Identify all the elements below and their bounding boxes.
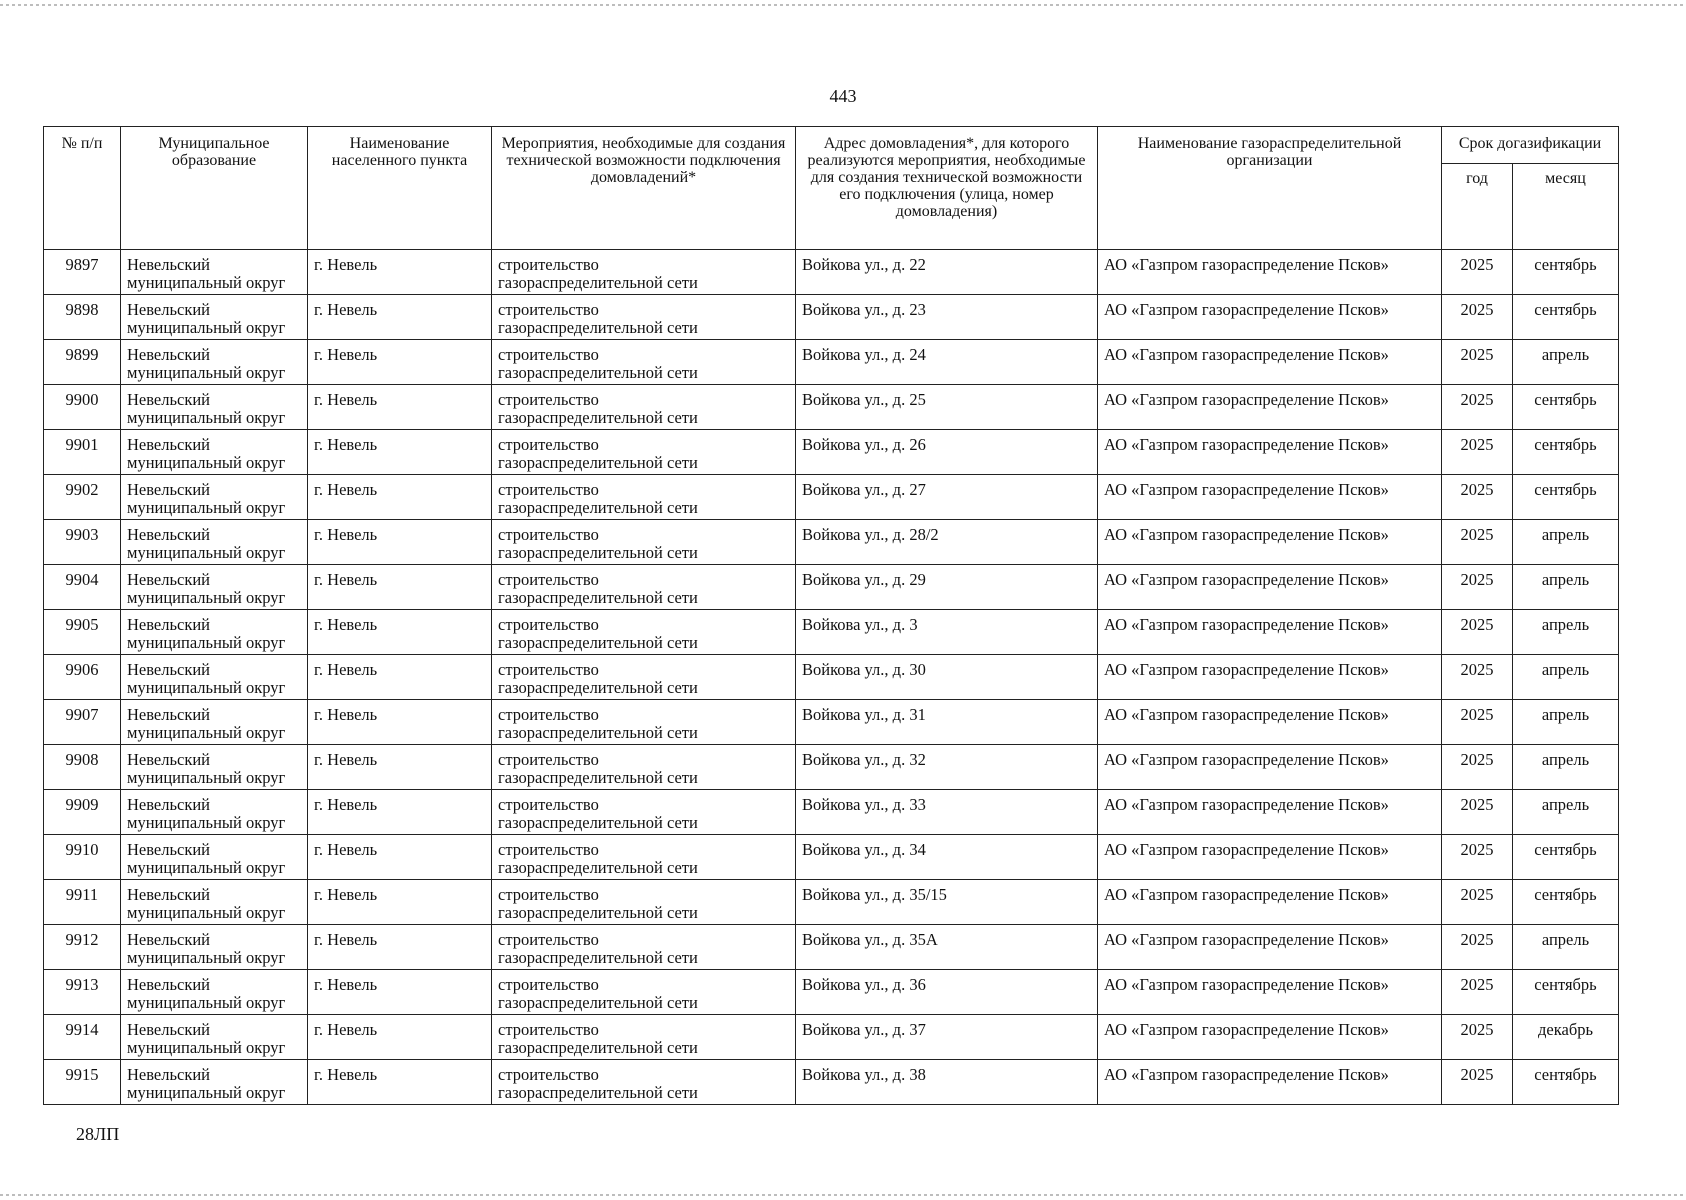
cell-municipality (121, 1060, 308, 1105)
municipality-line-2: муниципальный округ (127, 453, 286, 472)
table-row (44, 250, 1619, 295)
municipality-line-1: Невельский (127, 390, 211, 409)
cell-organization: АО «Газпром газораспределение Псков» (1098, 970, 1442, 1015)
cell-settlement: г. Невель (308, 340, 492, 385)
cell-month: сентябрь (1513, 385, 1619, 430)
cell-month: апрель (1513, 340, 1619, 385)
table-row (44, 295, 1619, 340)
municipality-line-1: Невельский (127, 435, 211, 454)
cell-address: Войкова ул., д. 35/15 (796, 880, 1098, 925)
cell-year: 2025 (1442, 295, 1513, 340)
cell-number: 9897 (44, 250, 121, 295)
municipality-line-1: Невельский (127, 930, 211, 949)
cell-year: 2025 (1442, 610, 1513, 655)
cell-month: апрель (1513, 565, 1619, 610)
activity-line-2: газораспределительной сети (498, 1083, 698, 1102)
cell-address: Войкова ул., д. 3 (796, 610, 1098, 655)
table-row (44, 520, 1619, 565)
header-month: месяц (1513, 164, 1619, 250)
cell-address: Войкова ул., д. 27 (796, 475, 1098, 520)
cell-number: 9900 (44, 385, 121, 430)
cell-year: 2025 (1442, 475, 1513, 520)
cell-organization: АО «Газпром газораспределение Псков» (1098, 385, 1442, 430)
cell-activity (492, 295, 796, 340)
activity-line-2: газораспределительной сети (498, 588, 698, 607)
cell-municipality (121, 970, 308, 1015)
cell-number: 9899 (44, 340, 121, 385)
municipality-line-1: Невельский (127, 480, 211, 499)
cell-activity (492, 880, 796, 925)
activity-line-1: строительство (498, 705, 599, 724)
cell-activity (492, 745, 796, 790)
activity-line-2: газораспределительной сети (498, 543, 698, 562)
municipality-line-1: Невельский (127, 660, 211, 679)
municipality-line-1: Невельский (127, 975, 211, 994)
activity-line-2: газораспределительной сети (498, 813, 698, 832)
scan-edge-bottom (0, 1194, 1686, 1196)
cell-municipality (121, 610, 308, 655)
cell-month: сентябрь (1513, 250, 1619, 295)
cell-year: 2025 (1442, 1015, 1513, 1060)
table-row (44, 655, 1619, 700)
cell-year: 2025 (1442, 790, 1513, 835)
cell-settlement: г. Невель (308, 610, 492, 655)
cell-settlement: г. Невель (308, 250, 492, 295)
cell-organization: АО «Газпром газораспределение Псков» (1098, 790, 1442, 835)
municipality-line-2: муниципальный округ (127, 768, 286, 787)
cell-month: сентябрь (1513, 475, 1619, 520)
cell-address: Войкова ул., д. 30 (796, 655, 1098, 700)
cell-month: апрель (1513, 745, 1619, 790)
activity-line-1: строительство (498, 525, 599, 544)
activity-line-1: строительство (498, 435, 599, 454)
activity-line-2: газораспределительной сети (498, 723, 698, 742)
cell-number: 9913 (44, 970, 121, 1015)
table-row (44, 700, 1619, 745)
activity-line-1: строительство (498, 1020, 599, 1039)
cell-number: 9907 (44, 700, 121, 745)
activity-line-1: строительство (498, 1065, 599, 1084)
cell-address: Войкова ул., д. 24 (796, 340, 1098, 385)
table-row (44, 925, 1619, 970)
cell-organization: АО «Газпром газораспределение Псков» (1098, 520, 1442, 565)
municipality-line-1: Невельский (127, 525, 211, 544)
municipality-line-2: муниципальный округ (127, 1038, 286, 1057)
cell-activity (492, 565, 796, 610)
cell-address: Войкова ул., д. 38 (796, 1060, 1098, 1105)
municipality-line-2: муниципальный округ (127, 318, 286, 337)
cell-year: 2025 (1442, 250, 1513, 295)
cell-number: 9915 (44, 1060, 121, 1105)
table-row (44, 430, 1619, 475)
header-municipality: Муниципальное образование (121, 127, 308, 250)
activity-line-2: газораспределительной сети (498, 903, 698, 922)
activity-line-1: строительство (498, 255, 599, 274)
activity-line-1: строительство (498, 795, 599, 814)
cell-settlement: г. Невель (308, 655, 492, 700)
activity-line-1: строительство (498, 570, 599, 589)
cell-organization: АО «Газпром газораспределение Псков» (1098, 835, 1442, 880)
cell-activity (492, 790, 796, 835)
cell-year: 2025 (1442, 925, 1513, 970)
municipality-line-2: муниципальный округ (127, 633, 286, 652)
municipality-line-2: муниципальный округ (127, 498, 286, 517)
table-body (44, 250, 1619, 1105)
activity-line-1: строительство (498, 975, 599, 994)
cell-settlement: г. Невель (308, 430, 492, 475)
table-row (44, 1015, 1619, 1060)
table-row (44, 385, 1619, 430)
cell-settlement: г. Невель (308, 790, 492, 835)
header-address: Адрес домовладения*, для которого реализуются мероприятия, необходимые для создания технической возможности его подключения (улица, номер домовладения) (796, 127, 1098, 250)
cell-organization: АО «Газпром газораспределение Псков» (1098, 880, 1442, 925)
cell-address: Войкова ул., д. 28/2 (796, 520, 1098, 565)
cell-year: 2025 (1442, 565, 1513, 610)
cell-municipality (121, 520, 308, 565)
municipality-line-1: Невельский (127, 840, 211, 859)
activity-line-2: газораспределительной сети (498, 408, 698, 427)
table-row (44, 835, 1619, 880)
cell-number: 9908 (44, 745, 121, 790)
cell-year: 2025 (1442, 835, 1513, 880)
header-activity: Мероприятия, необходимые для создания технической возможности подключения домовладений* (492, 127, 796, 250)
cell-municipality (121, 745, 308, 790)
cell-address: Войкова ул., д. 32 (796, 745, 1098, 790)
municipality-line-1: Невельский (127, 1020, 211, 1039)
cell-activity (492, 700, 796, 745)
table-row (44, 475, 1619, 520)
cell-number: 9901 (44, 430, 121, 475)
cell-activity (492, 520, 796, 565)
activity-line-1: строительство (498, 885, 599, 904)
table-row (44, 610, 1619, 655)
table-header (44, 127, 1619, 250)
cell-settlement: г. Невель (308, 970, 492, 1015)
municipality-line-2: муниципальный округ (127, 678, 286, 697)
cell-municipality (121, 295, 308, 340)
activity-line-2: газораспределительной сети (498, 678, 698, 697)
cell-address: Войкова ул., д. 33 (796, 790, 1098, 835)
activity-line-2: газораспределительной сети (498, 993, 698, 1012)
cell-number: 9909 (44, 790, 121, 835)
municipality-line-1: Невельский (127, 795, 211, 814)
cell-number: 9912 (44, 925, 121, 970)
cell-organization: АО «Газпром газораспределение Псков» (1098, 295, 1442, 340)
activity-line-1: строительство (498, 480, 599, 499)
cell-municipality (121, 1015, 308, 1060)
cell-number: 9904 (44, 565, 121, 610)
cell-address: Войкова ул., д. 23 (796, 295, 1098, 340)
cell-month: апрель (1513, 610, 1619, 655)
cell-settlement: г. Невель (308, 925, 492, 970)
municipality-line-2: муниципальный округ (127, 543, 286, 562)
municipality-line-2: муниципальный округ (127, 993, 286, 1012)
activity-line-1: строительство (498, 345, 599, 364)
table-row (44, 1060, 1619, 1105)
cell-year: 2025 (1442, 340, 1513, 385)
table-row (44, 880, 1619, 925)
cell-municipality (121, 835, 308, 880)
cell-address: Войкова ул., д. 29 (796, 565, 1098, 610)
cell-month: апрель (1513, 790, 1619, 835)
cell-month: декабрь (1513, 1015, 1619, 1060)
cell-month: сентябрь (1513, 970, 1619, 1015)
cell-organization: АО «Газпром газораспределение Псков» (1098, 340, 1442, 385)
cell-settlement: г. Невель (308, 1060, 492, 1105)
cell-organization: АО «Газпром газораспределение Псков» (1098, 655, 1442, 700)
cell-month: сентябрь (1513, 430, 1619, 475)
cell-activity (492, 385, 796, 430)
cell-activity (492, 610, 796, 655)
gasification-table (43, 126, 1619, 1105)
cell-organization: АО «Газпром газораспределение Псков» (1098, 1060, 1442, 1105)
municipality-line-2: муниципальный округ (127, 588, 286, 607)
cell-activity (492, 1060, 796, 1105)
municipality-line-1: Невельский (127, 345, 211, 364)
cell-organization: АО «Газпром газораспределение Псков» (1098, 1015, 1442, 1060)
municipality-line-2: муниципальный округ (127, 858, 286, 877)
cell-activity (492, 250, 796, 295)
scan-edge-top (0, 4, 1686, 6)
cell-organization: АО «Газпром газораспределение Псков» (1098, 565, 1442, 610)
cell-number: 9911 (44, 880, 121, 925)
municipality-line-2: муниципальный округ (127, 948, 286, 967)
cell-municipality (121, 700, 308, 745)
activity-line-1: строительство (498, 840, 599, 859)
header-organization: Наименование газораспределительной организации (1098, 127, 1442, 250)
cell-address: Войкова ул., д. 34 (796, 835, 1098, 880)
cell-settlement: г. Невель (308, 1015, 492, 1060)
cell-settlement: г. Невель (308, 745, 492, 790)
activity-line-1: строительство (498, 300, 599, 319)
municipality-line-2: муниципальный округ (127, 273, 286, 292)
cell-year: 2025 (1442, 1060, 1513, 1105)
cell-year: 2025 (1442, 745, 1513, 790)
cell-municipality (121, 475, 308, 520)
activity-line-2: газораспределительной сети (498, 363, 698, 382)
activity-line-1: строительство (498, 660, 599, 679)
cell-address: Войкова ул., д. 26 (796, 430, 1098, 475)
cell-year: 2025 (1442, 880, 1513, 925)
activity-line-1: строительство (498, 750, 599, 769)
activity-line-2: газораспределительной сети (498, 1038, 698, 1057)
cell-month: апрель (1513, 925, 1619, 970)
cell-number: 9903 (44, 520, 121, 565)
cell-year: 2025 (1442, 385, 1513, 430)
cell-number: 9906 (44, 655, 121, 700)
cell-organization: АО «Газпром газораспределение Псков» (1098, 745, 1442, 790)
cell-address: Войкова ул., д. 25 (796, 385, 1098, 430)
cell-month: апрель (1513, 655, 1619, 700)
cell-organization: АО «Газпром газораспределение Псков» (1098, 430, 1442, 475)
municipality-line-1: Невельский (127, 1065, 211, 1084)
cell-municipality (121, 880, 308, 925)
cell-municipality (121, 655, 308, 700)
municipality-line-2: муниципальный округ (127, 1083, 286, 1102)
cell-address: Войкова ул., д. 36 (796, 970, 1098, 1015)
cell-month: апрель (1513, 520, 1619, 565)
header-year: год (1442, 164, 1513, 250)
municipality-line-1: Невельский (127, 615, 211, 634)
activity-line-1: строительство (498, 615, 599, 634)
cell-number: 9914 (44, 1015, 121, 1060)
cell-municipality (121, 340, 308, 385)
cell-number: 9902 (44, 475, 121, 520)
cell-address: Войкова ул., д. 31 (796, 700, 1098, 745)
municipality-line-2: муниципальный округ (127, 903, 286, 922)
cell-year: 2025 (1442, 520, 1513, 565)
cell-settlement: г. Невель (308, 565, 492, 610)
activity-line-2: газораспределительной сети (498, 498, 698, 517)
activity-line-1: строительство (498, 930, 599, 949)
cell-municipality (121, 925, 308, 970)
header-num: № п/п (44, 127, 121, 250)
activity-line-2: газораспределительной сети (498, 273, 698, 292)
cell-activity (492, 430, 796, 475)
activity-line-1: строительство (498, 390, 599, 409)
activity-line-2: газораспределительной сети (498, 858, 698, 877)
cell-municipality (121, 250, 308, 295)
cell-year: 2025 (1442, 430, 1513, 475)
cell-activity (492, 835, 796, 880)
cell-address: Войкова ул., д. 22 (796, 250, 1098, 295)
cell-settlement: г. Невель (308, 520, 492, 565)
municipality-line-1: Невельский (127, 750, 211, 769)
table-row (44, 790, 1619, 835)
cell-municipality (121, 565, 308, 610)
cell-organization: АО «Газпром газораспределение Псков» (1098, 700, 1442, 745)
municipality-line-1: Невельский (127, 300, 211, 319)
table-row (44, 970, 1619, 1015)
cell-settlement: г. Невель (308, 295, 492, 340)
cell-organization: АО «Газпром газораспределение Псков» (1098, 925, 1442, 970)
municipality-line-1: Невельский (127, 705, 211, 724)
municipality-line-2: муниципальный округ (127, 408, 286, 427)
cell-activity (492, 340, 796, 385)
municipality-line-1: Невельский (127, 885, 211, 904)
cell-month: апрель (1513, 700, 1619, 745)
cell-municipality (121, 790, 308, 835)
cell-number: 9898 (44, 295, 121, 340)
cell-settlement: г. Невель (308, 835, 492, 880)
municipality-line-2: муниципальный округ (127, 363, 286, 382)
cell-year: 2025 (1442, 970, 1513, 1015)
cell-year: 2025 (1442, 655, 1513, 700)
cell-activity (492, 1015, 796, 1060)
cell-activity (492, 925, 796, 970)
cell-month: сентябрь (1513, 295, 1619, 340)
municipality-line-1: Невельский (127, 570, 211, 589)
municipality-line-2: муниципальный округ (127, 813, 286, 832)
cell-municipality (121, 430, 308, 475)
cell-number: 9905 (44, 610, 121, 655)
cell-activity (492, 970, 796, 1015)
table-row (44, 745, 1619, 790)
cell-address: Войкова ул., д. 35А (796, 925, 1098, 970)
municipality-line-2: муниципальный округ (127, 723, 286, 742)
cell-municipality (121, 385, 308, 430)
document-code: 28ЛП (76, 1124, 120, 1144)
cell-month: сентябрь (1513, 880, 1619, 925)
cell-settlement: г. Невель (308, 700, 492, 745)
activity-line-2: газораспределительной сети (498, 948, 698, 967)
cell-settlement: г. Невель (308, 385, 492, 430)
header-deadline: Срок догазификации (1442, 127, 1619, 164)
activity-line-2: газораспределительной сети (498, 768, 698, 787)
page-number: 443 (829, 86, 857, 106)
activity-line-2: газораспределительной сети (498, 318, 698, 337)
cell-year: 2025 (1442, 700, 1513, 745)
cell-month: сентябрь (1513, 835, 1619, 880)
cell-organization: АО «Газпром газораспределение Псков» (1098, 475, 1442, 520)
cell-organization: АО «Газпром газораспределение Псков» (1098, 250, 1442, 295)
activity-line-2: газораспределительной сети (498, 453, 698, 472)
cell-organization: АО «Газпром газораспределение Псков» (1098, 610, 1442, 655)
cell-address: Войкова ул., д. 37 (796, 1015, 1098, 1060)
cell-settlement: г. Невель (308, 880, 492, 925)
table-row (44, 340, 1619, 385)
cell-activity (492, 655, 796, 700)
cell-activity (492, 475, 796, 520)
table-row (44, 565, 1619, 610)
activity-line-2: газораспределительной сети (498, 633, 698, 652)
cell-number: 9910 (44, 835, 121, 880)
municipality-line-1: Невельский (127, 255, 211, 274)
cell-month: сентябрь (1513, 1060, 1619, 1105)
cell-settlement: г. Невель (308, 475, 492, 520)
header-settlement: Наименование населенного пункта (308, 127, 492, 250)
